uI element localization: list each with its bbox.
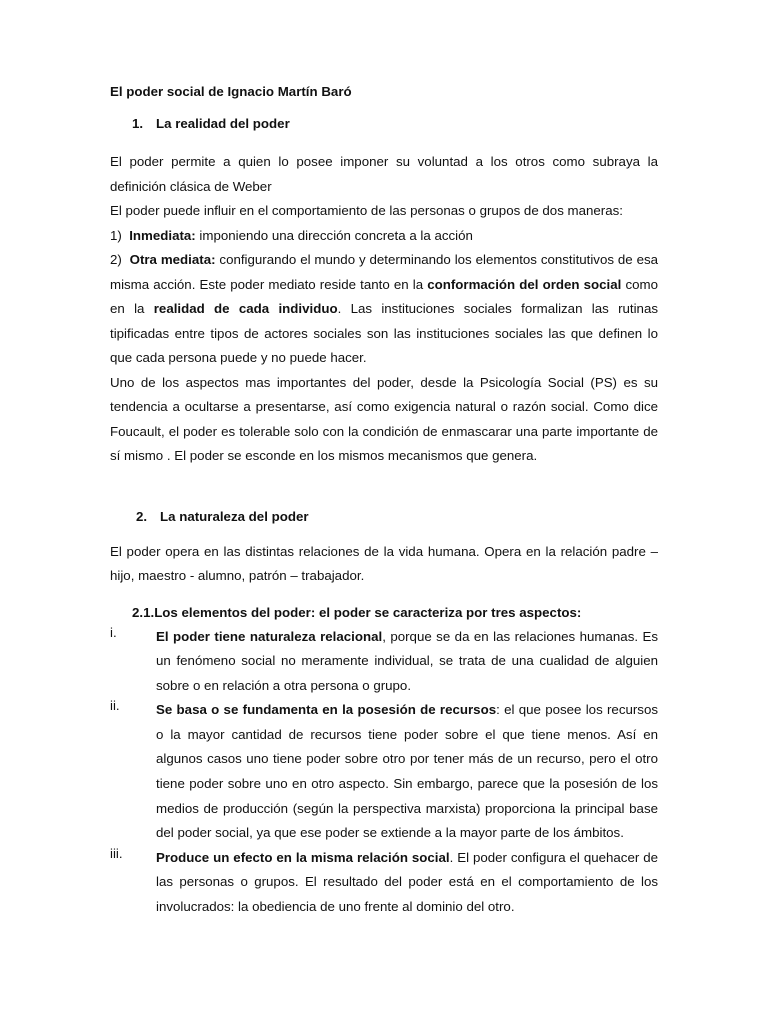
item-bold-term: Se basa o se fundamenta en la posesión de recursos (156, 702, 497, 718)
list-item-text (156, 846, 658, 920)
item-text: como en la (110, 276, 658, 316)
item-text: . Las instituciones sociales formalizan las rutinas tipificadas entre tipos de actores sociales son las instituciones sociales las que definen lo que cada persona puede y no puede hacer. (110, 301, 658, 365)
item-bold-term: realidad de cada individuo (153, 301, 338, 316)
roman-list-item (110, 625, 658, 699)
paragraph: El poder opera en las distintas relaciones de la vida humana. Opera en la relación padre – hijo, maestro - alumno, patrón – trabajador. (110, 543, 658, 583)
numbered-item (110, 224, 658, 249)
section-1-heading (132, 116, 658, 131)
item-text: . El poder configura el quehacer de las personas o grupos. El resultado del poder está en el comportamiento de los involucrados: la obediencia de uno frente al dominio del otro. (156, 849, 658, 915)
document-title: El poder social de Ignacio Martín Baró (110, 84, 352, 99)
item-text: , porque se da en las relaciones humanas. Es un fenómeno social no meramente individual, se trata de una cualidad de alguien sobre o en relación a otra persona o grupo. (156, 628, 659, 693)
document-body (110, 84, 658, 920)
paragraph: El poder puede influir en el comportamiento de las personas o grupos de dos maneras: (110, 203, 623, 218)
roman-numeral: ii. (110, 698, 120, 714)
list-item-text (156, 698, 658, 846)
subsection-heading (132, 601, 658, 625)
item-text: : el que posee los recursos o la mayor cantidad de recursos tiene poder sobre el que tiene menos. Así en algunos casos uno tiene poder sobre otro por tener más de un recurso, pero el otro tiene poder sobre uno en otro aspecto. Sin embargo, parece que la posesión de los medios de producción (según la perspectiva marxista) proporciona la principal base del poder social, ya que ese poder se extiende a la mayor parte de los ámbitos. (156, 702, 658, 841)
section-2-heading (136, 509, 658, 524)
item-bold-term: Produce un efecto en la misma relación social (156, 849, 450, 865)
item-bold-term: conformación del orden social (427, 276, 622, 292)
item-number: 1) (110, 227, 122, 243)
section-title: La realidad del poder (156, 116, 290, 131)
item-bold-term: Inmediata: (129, 227, 196, 243)
item-number: 2) (110, 252, 122, 267)
roman-list-item (110, 846, 658, 920)
roman-list-item (110, 698, 658, 846)
list-item-text (156, 625, 658, 699)
paragraph: Uno de los aspectos mas importantes del poder, desde la Psicología Social (PS) es su tendencia a ocultarse a presentarse, así como exigencia natural o razón social. Como dice Foucault, el poder es tolerable solo con la condición de enmascarar una parte importante de sí mismo . El poder se esconde en los mismos mecanismos que genera. (110, 374, 658, 463)
item-bold-term: Otra mediata: (129, 252, 216, 267)
numbered-item (110, 248, 658, 371)
item-text: imponiendo una dirección concreta a la acción (195, 227, 473, 243)
roman-numeral: i. (110, 624, 117, 640)
section-number: 1. (132, 116, 144, 131)
section-number: 2. (136, 508, 148, 524)
subsection-number: 2.1. (132, 604, 155, 620)
paragraph: El poder permite a quien lo posee imponer su voluntad a los otros como subraya la definición clásica de Weber (110, 154, 658, 194)
roman-numeral: iii. (110, 845, 123, 861)
subsection-title: Los elementos del poder: el poder se caracteriza por tres aspectos: (154, 604, 582, 620)
item-text: configurando el mundo y determinando los elementos constitutivos de esa misma acción. Este poder mediato reside tanto en la (110, 252, 659, 292)
item-bold-term: El poder tiene naturaleza relacional (156, 628, 383, 644)
section-title: La naturaleza del poder (160, 508, 309, 524)
